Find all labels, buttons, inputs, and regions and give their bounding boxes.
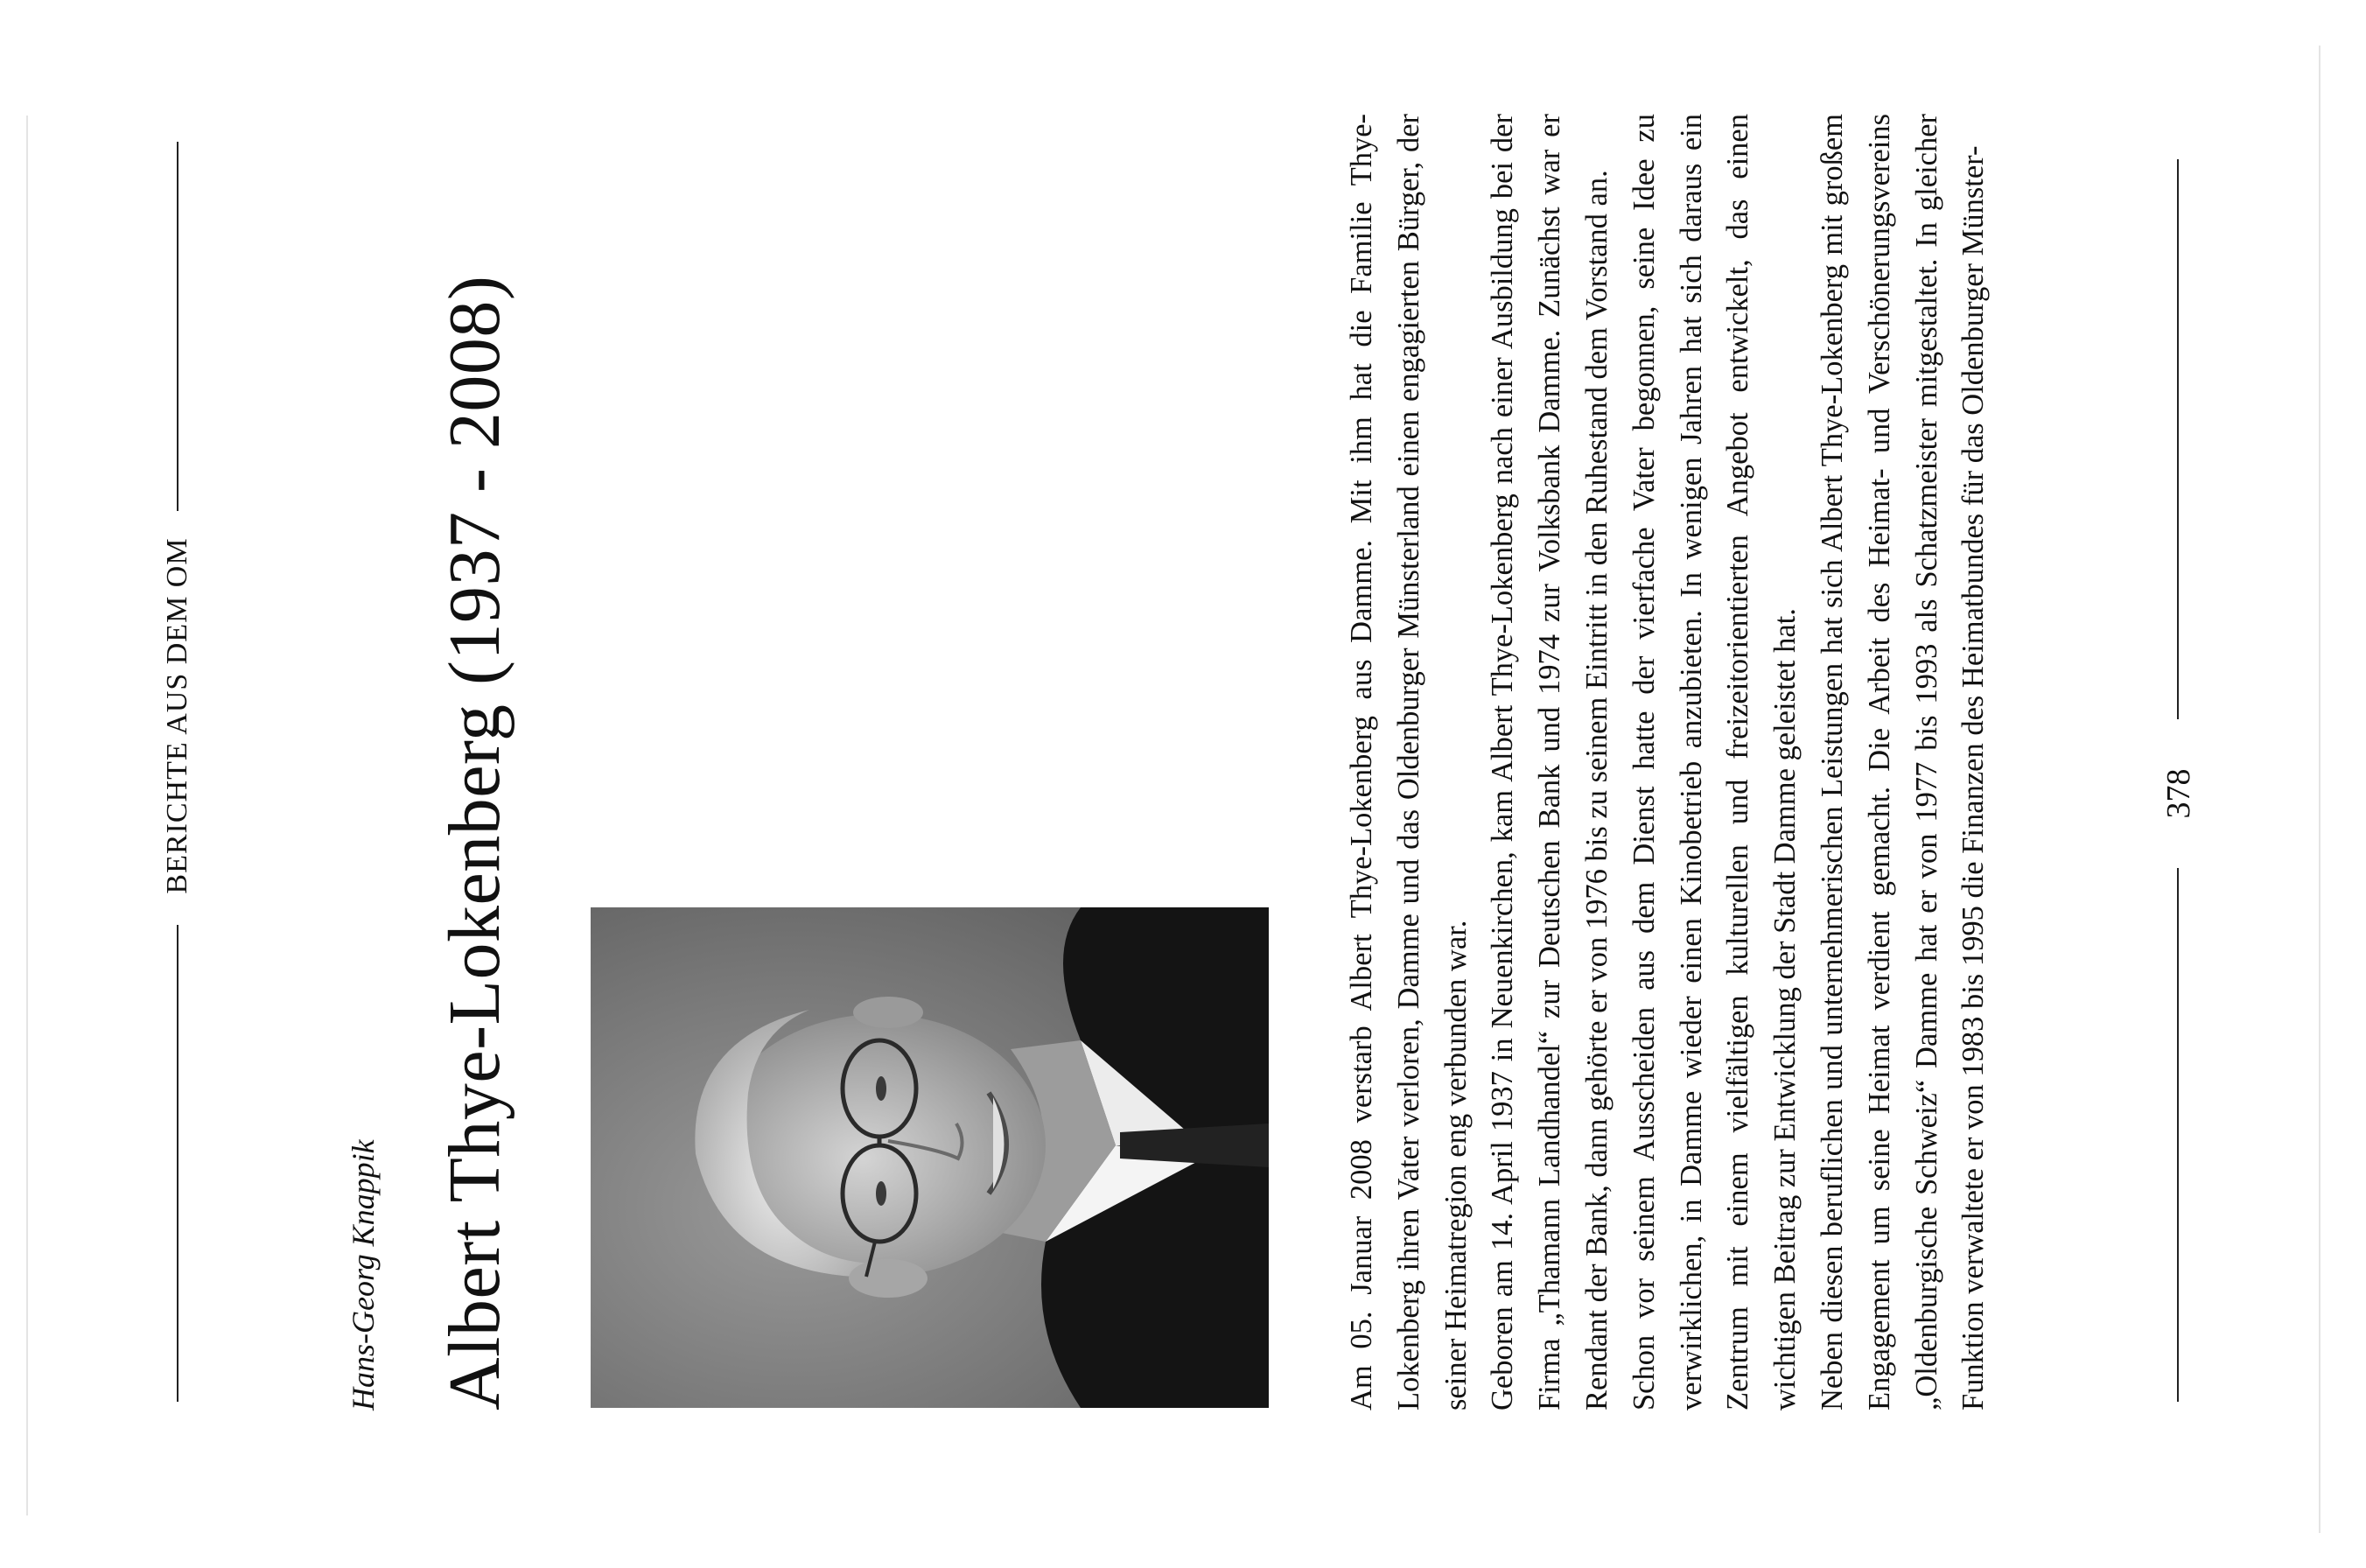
scan-artifact-line [2319,46,2320,1533]
footer-rule [2177,868,2179,1402]
running-header [156,142,200,1402]
article-title: Albert Thye-Lokenberg (1937 - 2008) [434,275,515,1410]
body-paragraph: Neben diesen beruflichen und unternehmerischen Leistungen hat sich Albert Thye-Lokenberg mit großem Engagement um seine Heimat verdient gemacht. Die Arbeit des Heimat- und Verschönerungsvereins „Oldenburgische Schweiz“ Damme hat er von 1977 bis 1993 als Schatzmeister mitgestaltet. In gleicher Funktion verwaltete er von 1983 bis 1995 die Finanzen des Heimatbundes für das Oldenburger Münster- [1815,114,1991,1410]
portrait-photo [591,907,1269,1408]
scan-artifact-line [26,116,28,1516]
body-paragraph: Am 05. Januar 2008 verstarb Albert Thye-Lokenberg aus Damme. Mit ihm hat die Familie Thye-Lokenberg ihren Vater verloren, Damme und das Oldenburger Münsterland einen engagierten Bürger, der seiner Heimatregion eng verbunden war. [1345,114,1473,1410]
body-paragraph: Geboren am 14. April 1937 in Neuenkirchen, kam Albert Thye-Lokenberg nach einer Ausbildung bei der Firma „Thamann Landhandel“ zur Deutschen Bank und 1974 zur Volksbank Damme. Zunächst war er Rendant der Bank, dann gehörte er von 1976 bis zu seinem Eintritt in den Ruhestand dem Vorstand an. [1486,114,1614,1410]
article-body [1339,114,2091,1410]
footer-rule [2177,159,2179,719]
portrait-illustration [591,907,1269,1408]
header-rule [177,142,178,511]
page-number: 378 [2160,768,2197,819]
header-rule [177,925,178,1402]
section-title: BERICHTE AUS DEM OM [161,537,193,894]
body-paragraph: Schon vor seinem Ausscheiden aus dem Dienst hatte der vierfache Vater begonnen, seine Idee zu verwirklichen, in Damme wieder einen Kinobetrieb anzubieten. In wenigen Jahren hat sich daraus ein Zentrum mit einem vielfältigen kulturellen und freizeitorientierten Angebot entwickelt, das einen wichtigen Beitrag zur Entwicklung der Stadt Damme geleistet hat. [1627,114,1802,1410]
author-name: Hans-Georg Knappik [346,1139,381,1410]
page-footer [2148,159,2209,1402]
